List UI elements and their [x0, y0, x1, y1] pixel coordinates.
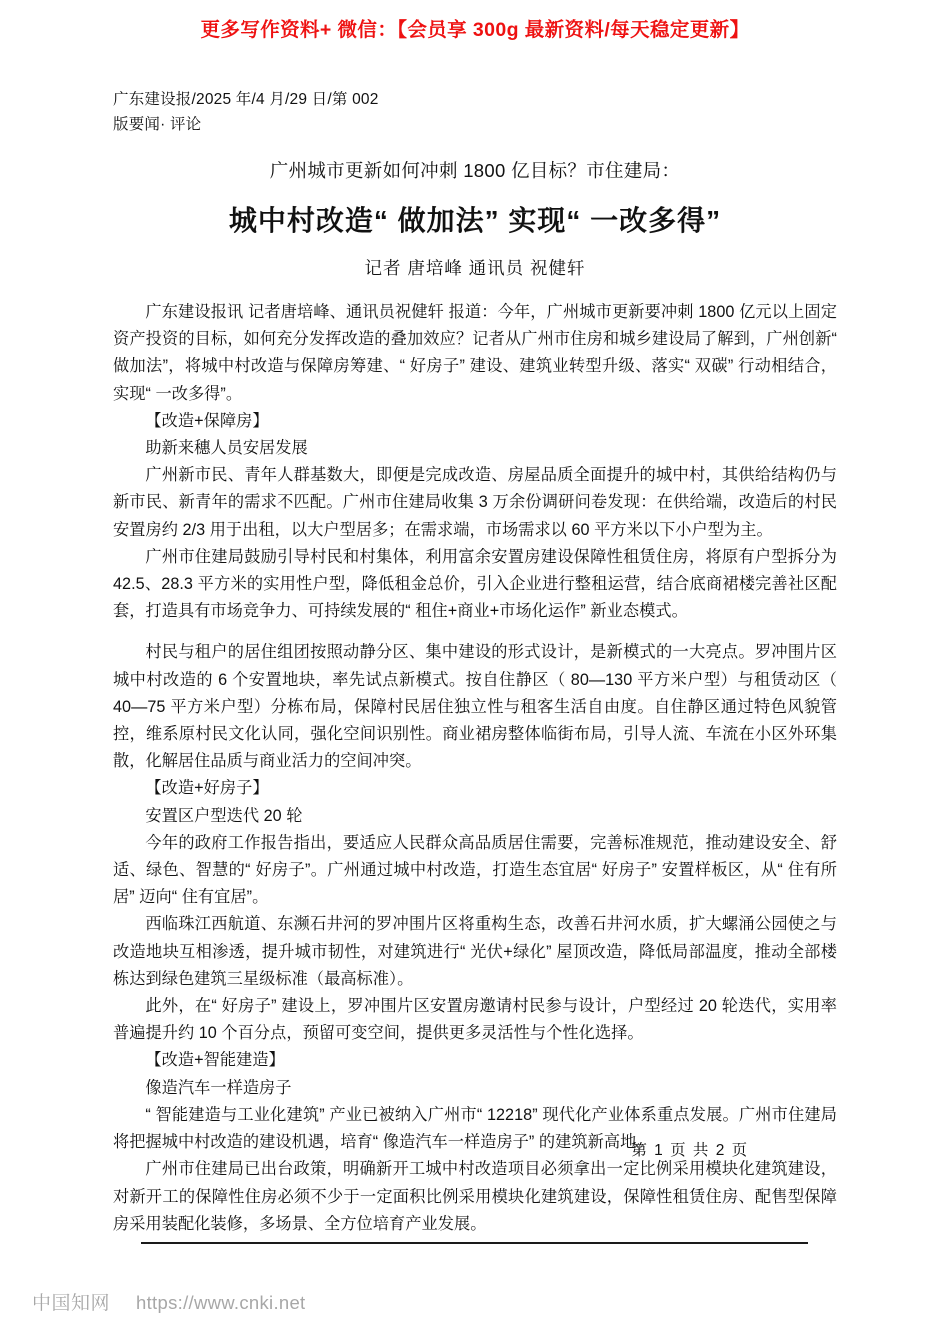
article-kicker: 广州城市更新如何冲刺 1800 亿目标？市住建局： — [269, 160, 681, 181]
masthead-line-2: 版要闻· 评论 — [113, 115, 202, 133]
article-body — [113, 299, 837, 1238]
paragraph-p-zoning: 村民与租户的居住组团按照动静分区、集中建设的形式设计，是新模式的一大亮点。罗冲围片区城中村改造的 6 个安置地块，率先试点新模式。按自住静区（ 80—130 平方米户型）与租赁动区（ 40—75 平方米户型）分栋布局，保障村民居住独立性与租客生活自由度。自住静区通过特色风貌管控，维系原村民文化认同，强化空间识别性。商业裙房整体临街布局，引导人流、车流在小区外环集散，化解居住品质与商业活力的空间冲突。 — [113, 643, 837, 771]
paragraph-p-good-house: 今年的政府工作报告指出，要适应人民群众高品质居住需要，完善标准规范，推动建设安全、舒适、绿色、智慧的“ 好房子”。广州通过城中村改造，打造生态宜居“ 好房子” 安置样板区，从“ 住有所居” 迈向“ 住有宜居”。 — [113, 833, 837, 907]
paragraph-p-ecology: 西临珠江西航道、东濒石井河的罗冲围片区将重构生态，改善石井河水质，扩大螺涌公园使之与改造地块互相渗透，提升城市韧性，对建筑进行“ 光伏+绿化” 屋顶改造，降低局部温度，推动全部楼栋达到绿色建筑三星级标准（最高标准）。 — [113, 915, 837, 988]
publication-masthead — [113, 88, 837, 137]
paragraph-section-1-tag: 【改造+保障房】 — [145, 411, 269, 430]
paragraph-section-2-tag: 【改造+好房子】 — [145, 779, 269, 798]
article-headline: 城中村改造“ 做加法” 实现“ 一改多得” — [228, 205, 722, 236]
promo-banner — [0, 14, 950, 42]
cnki-url: https://www.cnki.net — [136, 1292, 306, 1313]
paragraph-p-smart-build: “ 智能建造与工业化建筑” 产业已被纳入广州市“ 12218” 现代化产业体系重点发展。广州市住建局将把握城中村改造的建设机遇，培育“ 像造汽车一样造房子” 的建筑新高地。 — [113, 1105, 837, 1152]
paragraph-section-3-subhead: 像造汽车一样造房子 — [145, 1078, 292, 1097]
cnki-watermark — [32, 1288, 306, 1315]
masthead-line-1: 广东建设报/2025 年/4 月/29 日/第 002 — [113, 91, 379, 108]
promo-banner-text: 更多写作资料+ 微信：【会员享 300g 最新资料/每天稳定更新】 — [200, 19, 750, 41]
paragraph-section-1-subhead: 助新来穗人员安居发展 — [145, 439, 308, 458]
paragraph-p-rental-housing: 广州市住建局鼓励引导村民和村集体，利用富余安置房建设保障性租赁住房，将原有户型拆分为 42.5、28.3 平方米的实用性户型，降低租金总价，引入企业进行整租运营，结合底商裙楼完善社区配套，打造具有市场竞争力、可持续发展的“ 租住+商业+市场化运作” 新业态模式。 — [113, 547, 837, 621]
paragraph-section-2-subhead: 安置区户型迭代 20 轮 — [145, 806, 303, 825]
paragraph-p-iteration: 此外，在“ 好房子” 建设上，罗冲围片区安置房邀请村民参与设计，户型经过 20 轮迭代，实用率普遍提升约 10 个百分点，预留可变空间，提供更多灵活性与个性化选择。 — [113, 997, 837, 1043]
paragraph-section-3-tag: 【改造+智能建造】 — [145, 1051, 285, 1070]
paragraph-lede: 广东建设报讯 记者唐培峰、通讯员祝健轩 报道：今年，广州城市更新要冲刺 1800 亿元以上固定资产投资的目标，如何充分发挥改造的叠加效应？记者从广州市住房和城乡建设局了解到，广州创新“ 做加法”，将城中村改造与保障房筹建、“ 好房子” 建设、建筑业转型升级、落实“ 双碳” 行动相结合，实现“ 一改多得”。 — [113, 303, 837, 403]
document-page — [113, 88, 837, 1238]
cnki-name: 中国知网 — [32, 1293, 111, 1314]
article-byline: 记者 唐培峰 通讯员 祝健轩 — [364, 258, 586, 278]
paragraph-p-policy: 广州市住建局已出台政策，明确新开工城中村改造项目必须拿出一定比例采用模块化建筑建设，对新开工的保障性住房必须不少于一定面积比例采用模块化建筑建设，保障性租赁住房、配售型保障房采用装配化装修，多场景、全方位培育产业发展。 — [113, 1160, 837, 1233]
footer-divider — [141, 1242, 808, 1244]
page-number: 第 1 页 共 2 页 — [631, 1142, 749, 1159]
paragraph-p-new-citizens: 广州新市民、青年人群基数大，即便是完成改造、房屋品质全面提升的城中村，其供给结构仍与新市民、新青年的需求不匹配。广州市住建局收集 3 万余份调研问卷发现：在供给端，改造后的村民安置房约 2/3 用于出租，以大户型居多；在需求端，市场需求以 60 平方米以下小户型为主。 — [113, 466, 837, 539]
